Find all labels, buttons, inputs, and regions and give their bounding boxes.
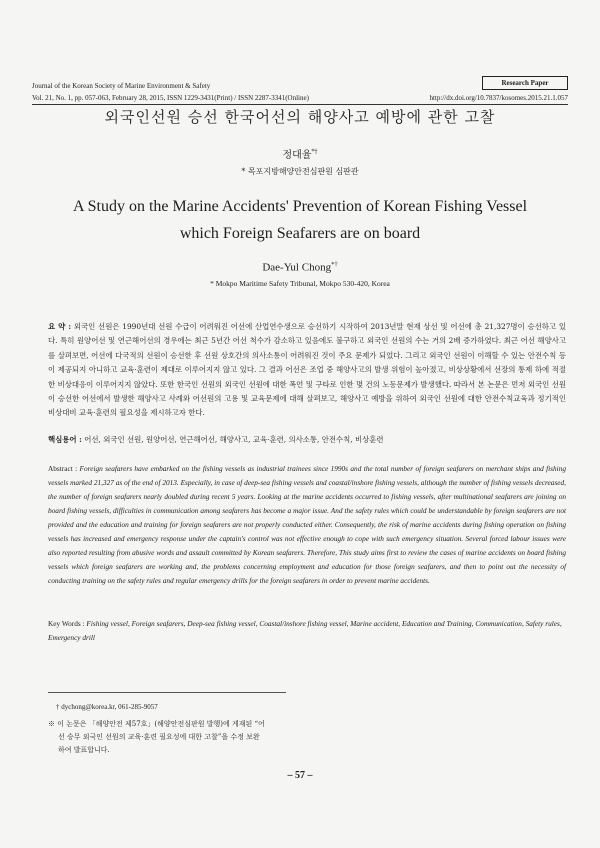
english-keywords (48, 617, 566, 645)
footnote-note (48, 718, 296, 757)
english-keywords-text: Fishing vessel, Foreign seafarers, Deep-sea fishing vessel, Coastal/inshore fishing vessel, Marine accident, Education and Training, Communication, Safety rules, Emergency drill (48, 619, 562, 642)
english-author-name: Dae-Yul Chong (262, 261, 332, 274)
footnote-note-line2: 선 승무 외국인 선원의 교육·훈련 필요성에 대한 고찰”을 수정 보완 (58, 733, 260, 741)
note-mark: ※ (48, 720, 55, 728)
korean-keywords (48, 434, 566, 445)
header-divider (32, 104, 568, 105)
english-abstract (48, 462, 566, 588)
korean-abstract-label: 요 약 : (48, 322, 72, 331)
english-title-line2: which Foreign Seafarers are on board (179, 225, 421, 242)
footnote-contact (56, 703, 158, 711)
note-line1-text: 이 논문은 「해양안전 제57호」(해양안전심판원 발행)에 게재된 “어 (57, 720, 265, 728)
korean-title: 외국인선원 승선 한국어선의 해양사고 예방에 관한 고찰 (104, 108, 496, 126)
page-number: – 57 – (287, 770, 313, 781)
contact-email[interactable]: dychong@korea.kr, 061-285-9057 (61, 703, 158, 711)
english-author-mark: *† (331, 261, 338, 268)
english-keywords-label: Key Words : (48, 619, 85, 628)
footnote-note-line3: 하여 발표합니다. (58, 746, 110, 754)
doi-link[interactable]: http://dx.doi.org/10.7837/kosomes.2015.21.1.057 (429, 94, 568, 102)
english-author (0, 261, 600, 274)
korean-abstract (48, 320, 566, 421)
english-title-line1: A Study on the Marine Accidents' Prevention of Korean Fishing Vessel (72, 198, 528, 215)
english-abstract-text: Foreign seafarers have embarked on the fishing vessels as industrial trainees since 1990s and the total number of foreign seafarers on merchant ships and fishing vessels marked 21,327 as of the end of 2013. Especially, in case of deep-sea fishing vessels and coastal/inshore fishing vessels, although the number of fishing vessels decreased, the number of foreign seafarers nearly doubled during recent 5 years. Looking at the marine accidents occurred to fishing vessels, after multinational seafarers are joining on board fishing vessels, difficulties in communication among seafarers has become a major issue. And the safety rules which could be understandable by foreign seafarers are not provided and the education and training for foreign seafarers are not properly conducted either. Consequently, the risk of marine accidents during fishing operation on fishing vessels has increased and emergency response under the captain's control was not effective enough to cope with such emergency situation. Several forced labour issues were also reported resulting from abusive words and assault committed by Korean seafarers. Therefore, This study aims first to review the cases of marine accidents on board fishing vessels which foreign seafarers are working and, the problems concerning employment and education for those foreign seafarers, and then to point out the necessity of conducting training on the safety rules and regular emergency drills for the foreign seafarers in order to prevent marine accidents. (48, 464, 566, 585)
journal-name: Journal of the Korean Society of Marine Environment & Safety (32, 82, 211, 90)
english-title (0, 193, 600, 247)
korean-keywords-label: 핵심용어 : (48, 435, 82, 444)
dagger-mark: † (56, 703, 60, 711)
english-affiliation: * Mokpo Maritime Safety Tribunal, Mokpo 530-420, Korea (210, 279, 390, 288)
footnote-note-line1 (48, 718, 296, 731)
english-abstract-label: Abstract : (48, 464, 78, 473)
research-paper-badge: Research Paper (482, 76, 568, 90)
korean-author-name: 정대율 (282, 150, 312, 161)
korean-author-mark: *† (311, 148, 318, 156)
footnote-divider (48, 692, 286, 693)
korean-keywords-text: 어선, 외국인 선원, 원양어선, 연근해어선, 해양사고, 교육·훈련, 의사소통, 안전수칙, 비상훈련 (84, 435, 384, 444)
volume-info: Vol. 21, No. 1, pp. 057-063, February 28, 2015, ISSN 1229-3431(Print) / ISSN 2287-3341(Online) (32, 94, 309, 102)
korean-affiliation: * 목포지방해양안전심판원 심판관 (241, 167, 359, 176)
korean-abstract-text: 외국인 선원은 1990년대 선원 수급이 어려워진 어선에 산업연수생으로 승선하기 시작하여 2013년말 현재 상선 및 어선에 총 21,327명이 승선하고 있다. 특히 원양어선 및 연근해어선의 경우에는 최근 5년간 어선 척수가 감소하고 있음에도 불구하고 외국인 선원의 수는 거의 2배 증가하였다. 최근 어선 해양사고를 살펴보면, 어선에 다국적의 선원이 승선한 후 선원 상호간의 의사소통이 어려워진 것이 주요 문제가 되었다. 그리고 외국인 선원이 이해할 수 있는 안전수칙 등이 제공되지 아니하고 교육·훈련이 제대로 이루어지지 않고 있다. 그 결과 어선은 조업 중 해양사고의 발생 위험이 높아졌고, 비상상황에서 선장의 통제 하에 적절한 비상대응이 이루어지지 않았다. 또한 한국인 선원의 외국인 선원에 대한 폭언 및 구타로 인한 몇 건의 노동문제가 발생했다. 따라서 본 논문은 먼저 외국인 선원이 승선한 어선에서 발생한 해양사고 사례와 어선원의 고용 및 교육문제에 대해 살펴보고, 해양사고 예방을 위하여 외국인 선원에 대한 안전수칙교육과 정기적인 비상대비 교육·훈련의 필요성을 제시하고자 한다. (48, 322, 566, 418)
korean-author (0, 146, 600, 161)
